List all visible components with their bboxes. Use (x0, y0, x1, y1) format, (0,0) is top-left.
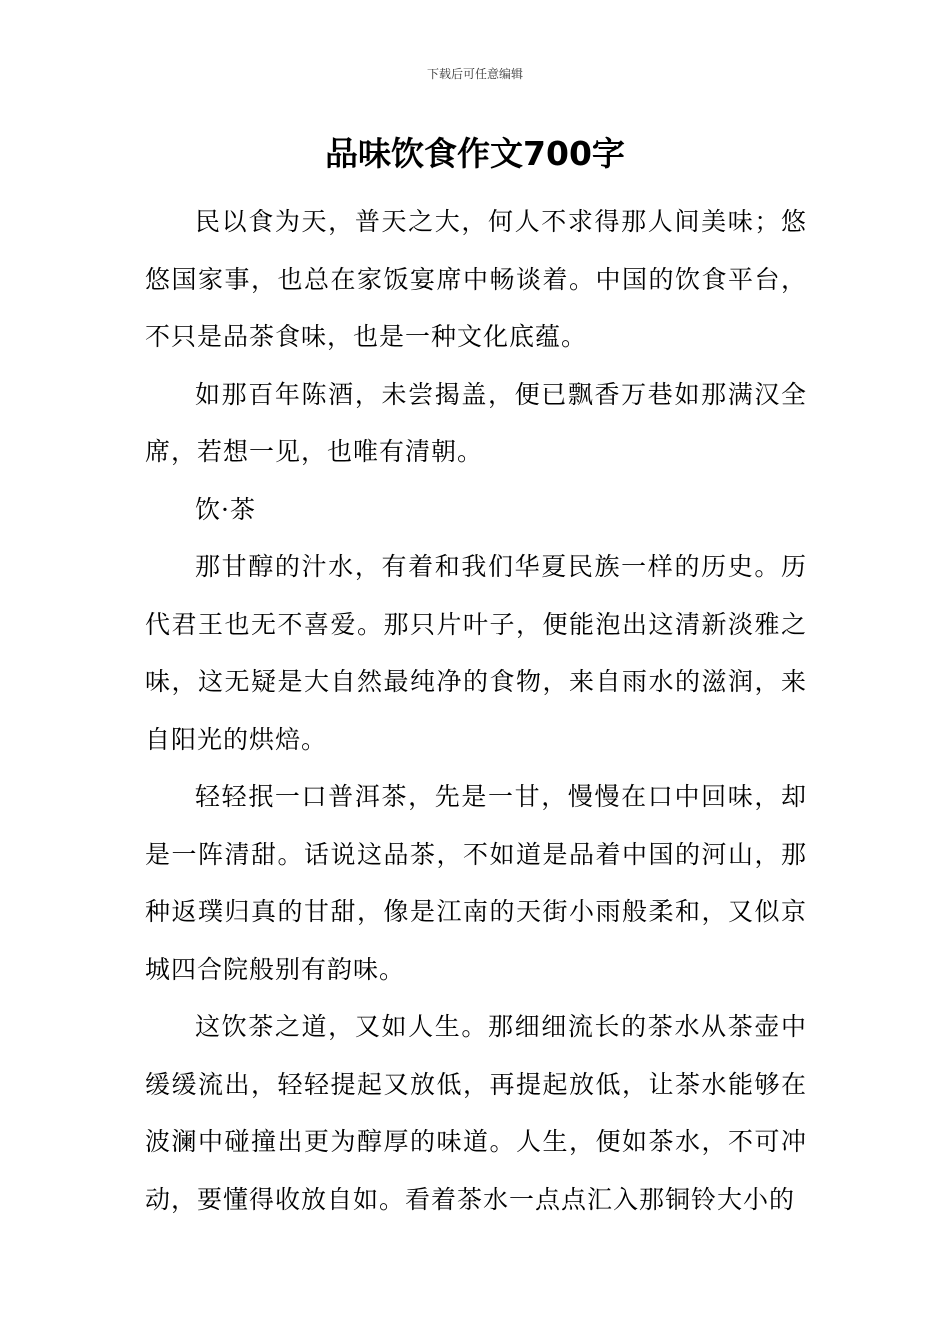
paragraph: 那甘醇的汁水，有着和我们华夏民族一样的历史。历代君王也无不喜爱。那只片叶子，便能泡出这清新淡雅之味，这无疑是大自然最纯净的食物，来自雨水的滋润，来自阳光的烘焙。 (145, 552, 807, 754)
document-title: 品味饮食作文700字 (325, 134, 625, 173)
paragraph: 这饮茶之道，又如人生。那细细流长的茶水从茶壶中缓缓流出，轻轻提起又放低，再提起放低，让茶水能够在波澜中碰撞出更为醇厚的味道。人生，便如茶水，不可冲动，要懂得收放自如。看着茶水一点点汇入那铜铃大小的 (145, 1012, 807, 1214)
document-body (145, 193, 807, 1228)
header-note: 下载后可任意编辑 (426, 67, 523, 81)
paragraph: 如那百年陈酒，未尝揭盖，便已飘香万巷如那满汉全席，若想一见，也唯有清朝。 (145, 379, 807, 466)
section-heading: 饮·茶 (195, 494, 256, 524)
paragraph: 民以食为天，普天之大，何人不求得那人间美味；悠悠国家事，也总在家饭宴席中畅谈着。中国的饮食平台，不只是品茶食味，也是一种文化底蕴。 (145, 207, 807, 351)
paragraph: 轻轻抿一口普洱茶，先是一甘，慢慢在口中回味，却是一阵清甜。话说这品茶，不如道是品着中国的河山，那种返璞归真的甘甜，像是江南的天街小雨般柔和，又似京城四合院般别有韵味。 (145, 782, 807, 984)
